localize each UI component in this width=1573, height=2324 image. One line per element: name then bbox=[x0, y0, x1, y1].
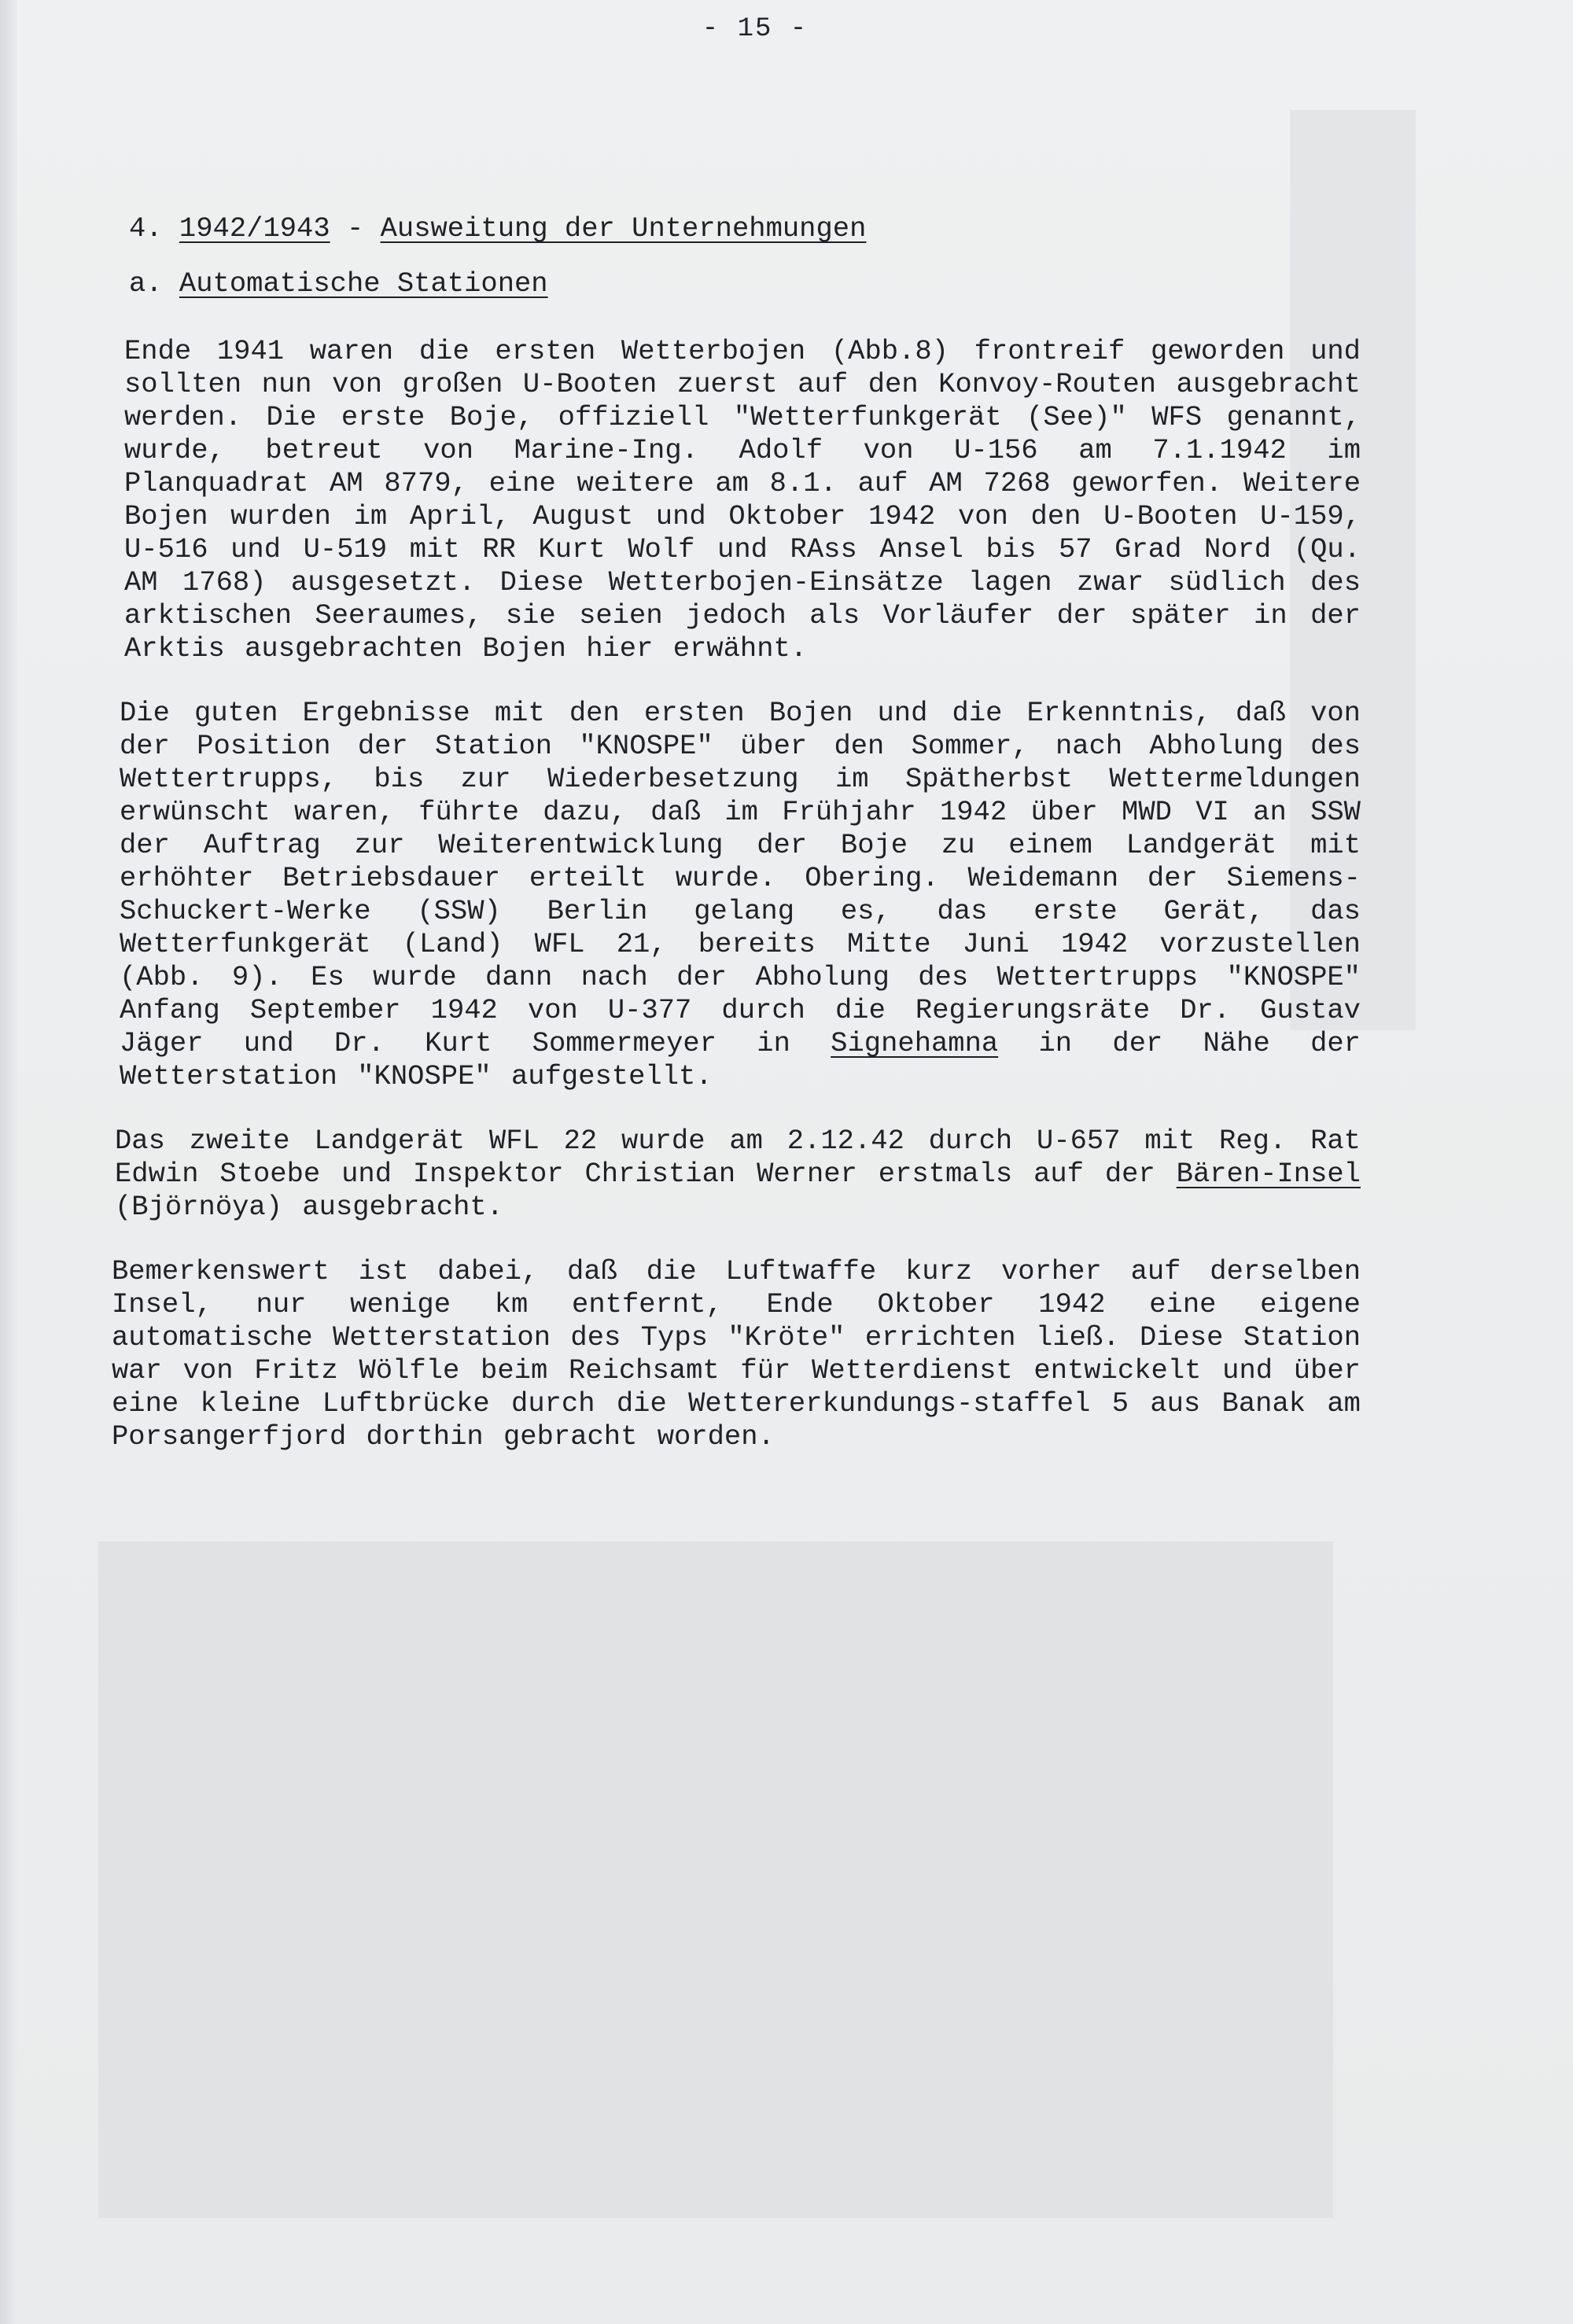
section-title: Ausweitung der Unternehmungen bbox=[380, 212, 867, 245]
page-number: - 15 - bbox=[702, 14, 809, 44]
section-heading bbox=[129, 212, 1361, 245]
bleed-through-photo bbox=[98, 1541, 1333, 2218]
section-years: 1942/1943 bbox=[179, 212, 330, 245]
paragraph-landgeraet-text: Die guten Ergebnisse mit den ersten Bojen und die Erkenntnis, daß von der Position der Station "KNOSPE" über den Sommer, nach Abholung des Wettertrupps, bis zur Wiederbesetzung im Spätherbst Wettermeldungen erwünscht waren, führte dazu, daß im Frühjahr 1942 über MWD VI an SSW der Auftrag zur Weiterentwicklung der Boje zu einem Landgerät mit erhöhter Betriebsdauer erteilt wurde. Obering. Weidemann der Siemens-Schuckert-Werke (SSW) Berlin gelang es, das erste Gerät, das Wetterfunkgerät (Land) WFL 21, bereits Mitte Juni 1942 vorzustellen (Abb. 9). Es wurde dann nach der Abholung des Wettertrupps "KNOSPE" Anfang September 1942 von U-377 durch die Regierungsräte Dr. Gustav Jäger und Dr. Kurt Sommermeyer in bbox=[120, 697, 1361, 1059]
section-dash: - bbox=[346, 212, 364, 245]
document-body bbox=[112, 212, 1361, 1485]
paragraph-luftwaffe: Bemerkenswert ist dabei, daß die Luftwaffe kurz vorher auf derselben Insel, nur wenige km entfernt, Ende Oktober 1942 eine eigene automatische Wetterstation des Typs "Kröte" errichten ließ. Diese Station war von Fritz Wölfle beim Reichsamt für Wetterdienst entwickelt und über eine kleine Luftbrücke durch die Wettererkundungs-staffel 5 aus Banak am Porsangerfjord dorthin gebracht worden. bbox=[112, 1255, 1361, 1453]
place-signehamna: Signehamna bbox=[831, 1027, 999, 1059]
paragraph-wfl22-end: (Björnöya) ausgebracht. bbox=[115, 1191, 503, 1223]
place-baeren-insel: Bären-Insel bbox=[1176, 1158, 1361, 1190]
paragraph-wfl22 bbox=[115, 1125, 1361, 1224]
paragraph-landgeraet-end: in der Nähe der Wetterstation "KNOSPE" aufgestellt. bbox=[120, 1027, 1361, 1092]
paragraph-wfl22-text: Das zweite Landgerät WFL 22 wurde am 2.12.42 durch U-657 mit Reg. Rat Edwin Stoebe und Inspektor Christian Werner erstmals auf der bbox=[115, 1125, 1361, 1190]
paragraph-landgeraet bbox=[120, 697, 1361, 1093]
subsection-letter: a. bbox=[129, 267, 163, 300]
binding-edge bbox=[0, 0, 17, 2324]
subsection-title: Automatische Stationen bbox=[179, 267, 548, 300]
paragraph-wetterbojen: Ende 1941 waren die ersten Wetterbojen (Abb.8) frontreif geworden und sollten nun von großen U-Booten zuerst auf den Konvoy-Routen ausgebracht werden. Die erste Boje, offiziell "Wetterfunkgerät (See)" WFS genannt, wurde, betreut von Marine-Ing. Adolf von U-156 am 7.1.1942 im Planquadrat AM 8779, eine weitere am 8.1. auf AM 7268 geworfen. Weitere Bojen wurden im April, August und Oktober 1942 von den U-Booten U-159, U-516 und U-519 mit RR Kurt Wolf und RAss Ansel bis 57 Grad Nord (Qu. AM 1768) ausgesetzt. Diese Wetterbojen-Einsätze lagen zwar südlich des arktischen Seeraumes, sie seien jedoch als Vorläufer der später in der Arktis ausgebrachten Bojen hier erwähnt. bbox=[124, 335, 1361, 665]
subsection-heading bbox=[129, 267, 1361, 300]
section-number: 4. bbox=[129, 212, 163, 245]
